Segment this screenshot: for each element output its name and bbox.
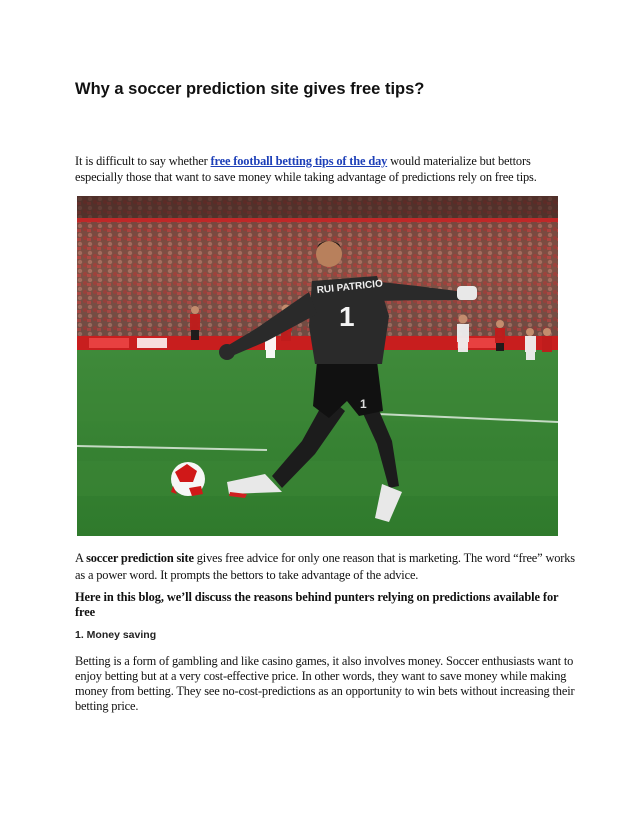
money-saving-paragraph: Betting is a form of gambling and like casino games, it also involves money. Soccer enthusiasts want to enjoy betting but at a very cost-effective price. In other words, they want to save money while making money from betting. They see no-cost-predictions as an opportunity to win bets without increasing their betting price.: [75, 654, 575, 713]
free-tips-link[interactable]: free football betting tips of the day: [210, 154, 388, 168]
page-title: Why a soccer prediction site gives free tips?: [75, 80, 425, 98]
soccer-ball: [171, 462, 205, 496]
soccer-prediction-site-term: soccer prediction site: [86, 551, 194, 565]
section-heading-money-saving: 1. Money saving: [75, 629, 157, 641]
intro-text-before: It is difficult to say whether: [75, 154, 211, 168]
jersey-name: RUI PATRICIO: [316, 278, 384, 297]
blog-intro-paragraph: Here in this blog, we’ll discuss the reasons behind punters relying on predictions available for free: [75, 590, 559, 619]
para2-after: gives free advice for only one reason that is marketing. The word “free” works as a power word. It prompts the bettors to take advantage of the advice.: [75, 551, 575, 582]
intro-text-after: would materialize but bettors especially those that want to save money while taking advantage of predictions rely on free tips.: [75, 154, 537, 184]
jersey-number: 1: [339, 301, 355, 332]
para2-before: A: [75, 551, 87, 565]
goalkeeper-photo: [77, 196, 558, 536]
marketing-paragraph: [75, 550, 575, 584]
intro-paragraph: [75, 153, 575, 185]
shorts-number: 1: [360, 397, 367, 411]
